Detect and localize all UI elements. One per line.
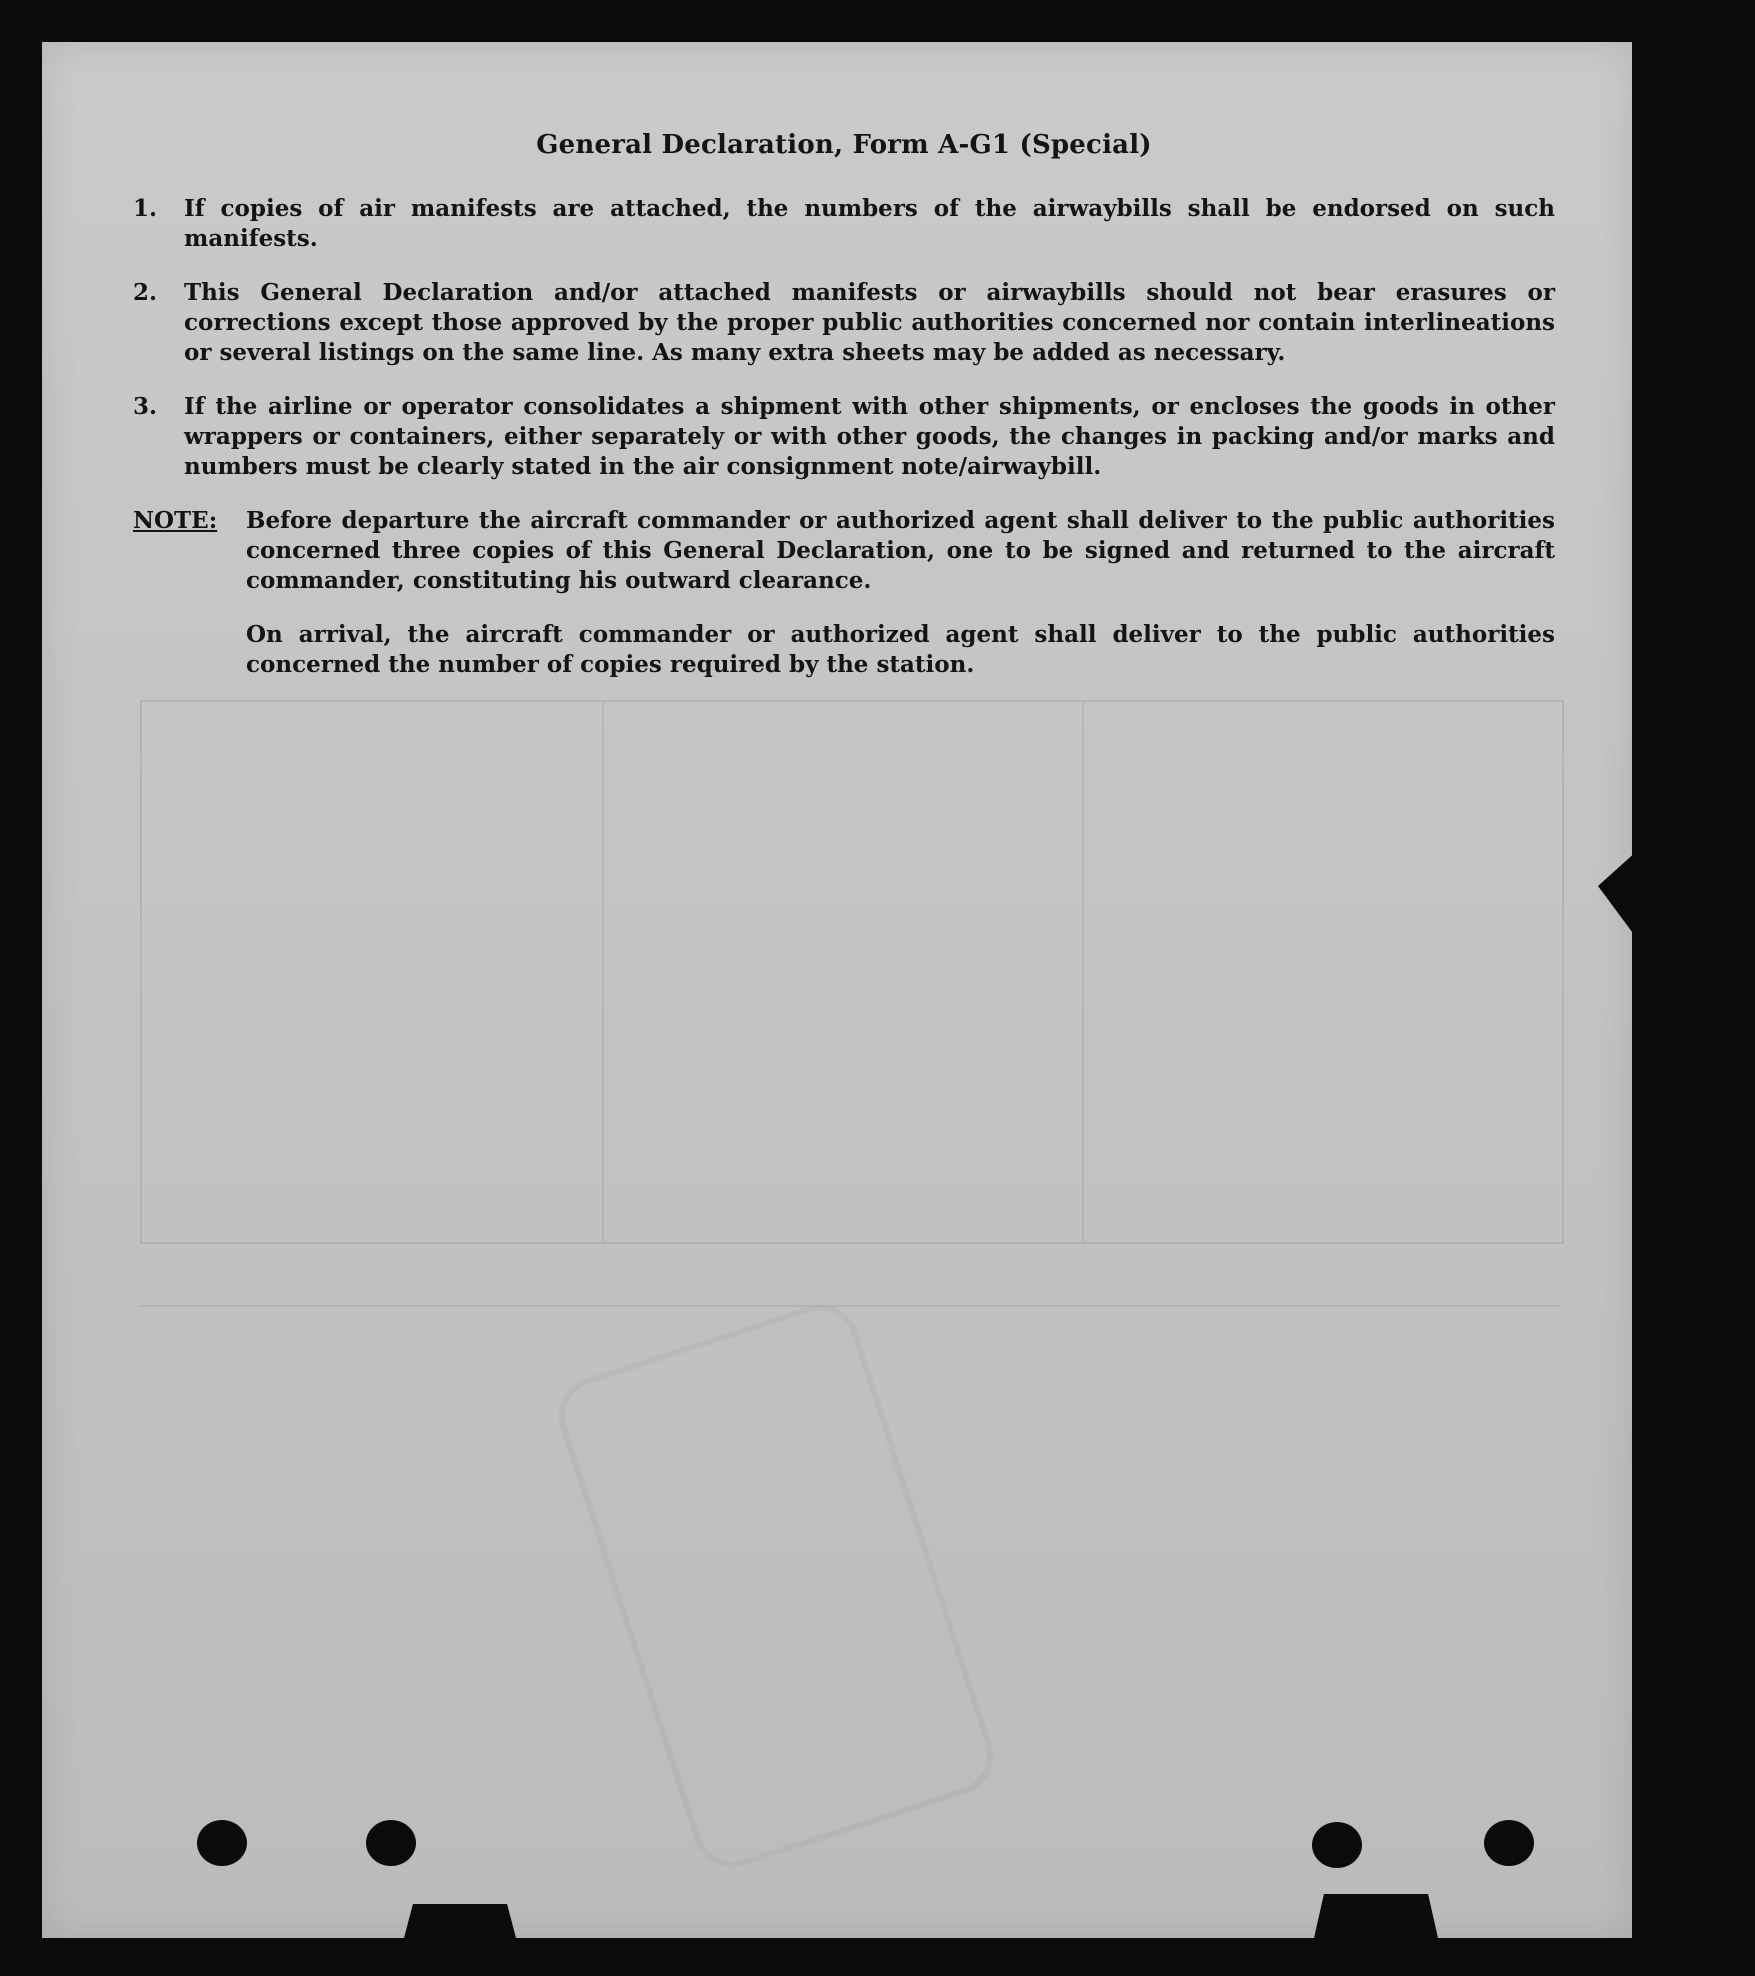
page-title: General Declaration, Form A-G1 (Special) <box>536 130 1152 160</box>
note-paragraph: Before departure the aircraft commander or authorized agent shall deliver to the public authorities concerned three copies of this General Declaration, one to be signed and returned to the aircraft commander, constituting his outward clearance. <box>246 507 1555 594</box>
item-number: 2. <box>133 279 158 306</box>
show-through-divider <box>602 702 604 1242</box>
note-label: NOTE: <box>133 507 218 534</box>
note-body <box>246 506 1555 704</box>
show-through-form-grid <box>140 700 1564 1244</box>
punch-hole <box>366 1820 416 1866</box>
show-through-divider <box>1082 702 1084 1242</box>
declaration-text <box>133 130 1555 704</box>
item-text: If the airline or operator consolidates a shipment with other shipments, or encloses the goods in other wrappers or containers, either separately or with other goods, the changes in packing and/or marks and numbers must be clearly stated in the air consignment note/airwaybill. <box>184 393 1555 480</box>
note-paragraph: On arrival, the aircraft commander or authorized agent shall deliver to the public authorities concerned the number of copies required by the station. <box>246 621 1555 678</box>
instruction-item <box>133 278 1555 368</box>
punch-hole <box>1312 1822 1362 1868</box>
show-through-rule <box>140 1305 1560 1307</box>
item-number: 3. <box>133 393 158 420</box>
item-text: If copies of air manifests are attached, the numbers of the airwaybills shall be endorsed on such manifests. <box>184 195 1555 252</box>
punch-hole <box>1484 1820 1534 1866</box>
item-text: This General Declaration and/or attached manifests or airwaybills should not bear erasures or corrections except those approved by the proper public authorities concerned nor contain interlineations or several listings on the same line. As many extra sheets may be added as necessary. <box>184 279 1555 366</box>
instruction-item <box>133 392 1555 482</box>
binding-tab-cutout <box>1314 1894 1438 1938</box>
item-number: 1. <box>133 195 158 222</box>
note-section <box>133 506 1555 704</box>
punch-hole <box>197 1820 247 1866</box>
binding-tab-cutout <box>404 1904 516 1938</box>
instruction-item <box>133 194 1555 254</box>
